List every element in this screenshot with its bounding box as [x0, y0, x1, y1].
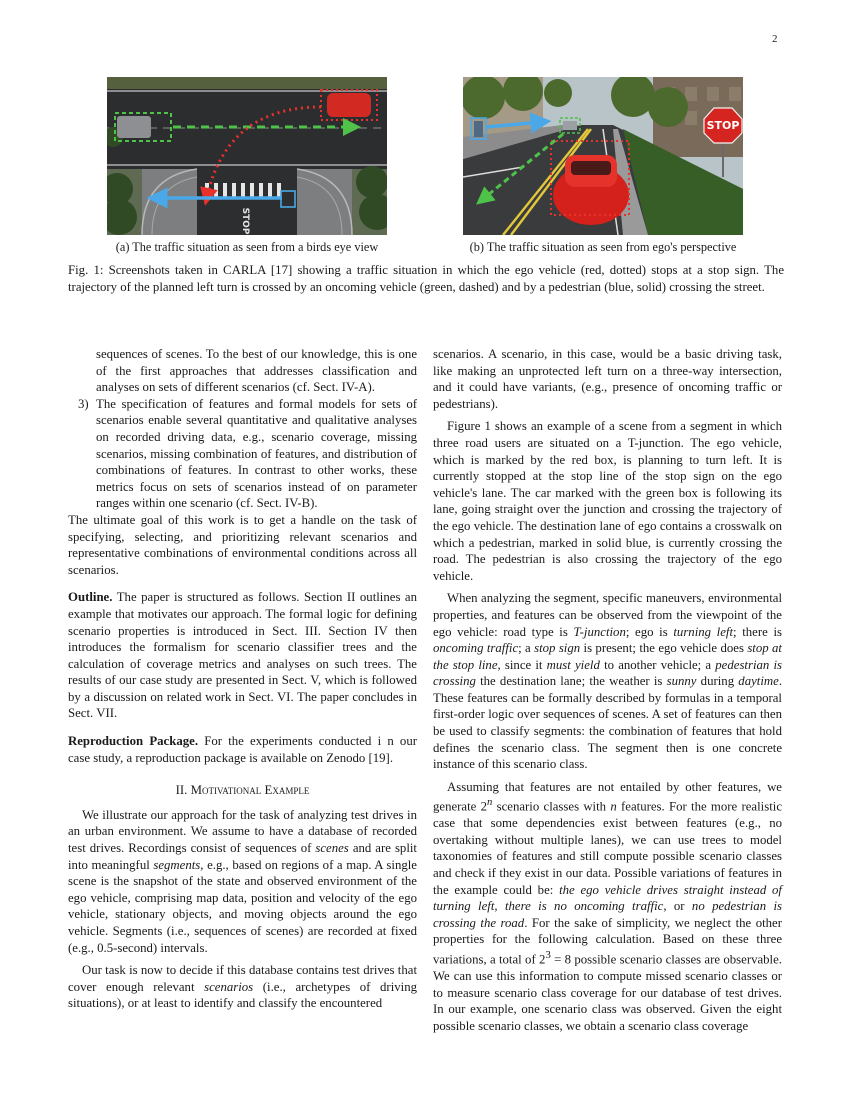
list-number: 3) [78, 396, 89, 411]
math-base: 2 [539, 952, 546, 967]
emphasis: sunny [666, 674, 697, 689]
section-heading [68, 782, 417, 799]
figure-1b-subcaption: (b) The traffic situation as seen from ego's perspective [469, 240, 737, 254]
text-run: ; ego is [625, 624, 674, 639]
text-run: the destination lane; the weather is [475, 674, 667, 689]
emphasis: T-junction [573, 624, 626, 639]
emphasis: oncoming traffic [433, 641, 519, 656]
text-run: We illustrate our approach for the task of analyzing test drives in an urban environment. We assume to have a database of recorded test drives. Recordings consist of sequences of [68, 807, 417, 856]
right-paragraph-3 [433, 590, 782, 773]
section-number: II. [175, 783, 188, 798]
emphasis: there is no oncoming traffic [504, 899, 664, 914]
text-run: features. For the more realistic case that some dependencies exist between features (e.g., no overtaking without multiple lanes), we can use trees to model taxonomies of features and still compute possible scenario classes and check if they exist in our data. Possible variations of features in the example could be: [433, 799, 782, 897]
emphasis: the ego vehicle drives straight instead of turning left [433, 882, 782, 914]
math-variable: n [610, 799, 617, 814]
emphasis-scenes: scenes [315, 841, 349, 856]
right-paragraph-4 [433, 779, 782, 1034]
text-run: possible scenario classes are observable. We can use this information to compute missed scenario classes or to measure scenario class coverage for our database of test drives. In our example, one scenario class was observed. Given the eight possible scenario classes, we obtain a scenario class coverage [433, 952, 782, 1033]
contribution-item-3-text: The specification of features and formal models for sets of scenarios enable several quantitative and qualitative analyses on recorded driving data, e.g., scenario coverage, missing scenarios, missing combination of features, and distribution of combinations of features. In contrast to other works, these metrics focus on sets of scenarios instead of on parameter ranges within one scenario (cf. Sect. IV-B). [96, 396, 417, 511]
motivation-paragraph-1 [68, 807, 417, 956]
text-run: . These features can be formally described by formulas in a temporal first-order logic over sequences of scenes. A set of features can then be used to classify segments: the combination of features that hold defines the scenario class. The segment then is one concrete instance of this scenario class. [433, 674, 783, 772]
goal-paragraph: The ultimate goal of this work is to get a handle on the task of specifying, selecting, and prioritizing relevant scenarios and representative combinations of environmental conditions across all scenarios. [68, 512, 417, 577]
text-run: , e.g., based on regions of a map. A single scene is the snapshot of the state and observed environment of the ego vehicle, comprising map data, position and velocity of the ego vehicle, stationary objects, and moving objects around the ego vehicle. Segments (i.e., sequences of scenes) are recorded at fixed (e.g., 0.5-second) intervals. [68, 857, 417, 955]
math-exponent: n [487, 797, 493, 809]
right-column [433, 346, 782, 1034]
emphasis: must yield [546, 657, 600, 672]
section-title: Motivational Example [190, 783, 310, 798]
text-run: , or [663, 899, 692, 914]
emphasis-segments: segments [153, 857, 201, 872]
outline-paragraph [68, 589, 417, 722]
figure-1a-birds-eye-image [107, 77, 387, 235]
text-run: and are split into meaningful [68, 841, 417, 872]
page-number: 2 [772, 33, 778, 45]
outline-text: The paper is structured as follows. Section II outlines an example that motivates our approach. The formal logic for defining scenario properties is introduced in Sect. III. Section IV then introduces the formalism for scenario classifier trees and the calculation of coverage metrics and analyses on such trees. The results of our case study are presented in Sect. V, which is followed by a discussion on related work in Sect. VI. The paper concludes in Sect. VII. [68, 590, 418, 721]
left-column [68, 346, 417, 1012]
outline-label: Outline. [68, 590, 113, 605]
emphasis: pedestrian is crossing [433, 657, 783, 689]
reproduction-paragraph [68, 733, 417, 766]
text-run: . For the sake of simplicity, we neglect the other properties for the following calculation. Based on these three variations, a total of [433, 915, 782, 967]
figure-1-caption: Fig. 1: Screenshots taken in CARLA [17] showing a traffic situation in which the ego vehicle (red, dotted) stops at a stop sign. The trajectory of the planned left turn is crossed by an oncoming vehicle (green, dashed) and by a pedestrian (blue, solid) crossing the street. [68, 263, 784, 294]
text-run: Assuming that features are not entailed by other features, we generate [433, 779, 782, 814]
stop-sign-text: STOP [706, 119, 740, 132]
reproduction-text: For the experiments conducted i n our case study, a reproduction package is available on Zenodo [19]. [68, 734, 417, 765]
reproduction-label: Reproduction Package. [68, 734, 199, 749]
text-run: ; there is [733, 624, 782, 639]
emphasis-scenarios: scenarios [204, 979, 254, 994]
text-run: is present; the ego vehicle does [580, 641, 748, 656]
figure-1a-subcaption: (a) The traffic situation as seen from a birds eye view [115, 240, 379, 254]
right-paragraph-2: Figure 1 shows an example of a scene from a segment in which three road users are situated on a T-junction. The ego vehicle, which is marked by the red box, is planning to turn left. It is currently stopped at the stop line of the stop sign on the ego vehicle's lane. The car marked with the green box is following its lane, going straight over the junction and crossing the trajectory of the ego vehicle. The destination lane of ego contains a crosswalk on which a pedestrian, marked in solid blue, is currently crossing the road. The pedestrian is also crossing the trajectory of the ego vehicle. [433, 419, 782, 583]
contribution-item-3 [68, 396, 417, 512]
emphasis: turning left [673, 624, 734, 639]
math-base: 2 [480, 799, 488, 814]
text-run: ; a [518, 641, 535, 656]
text-run: scenario classes with [492, 799, 611, 814]
emphasis: stop at the stop line [433, 641, 782, 672]
emphasis: daytime [738, 674, 779, 689]
emphasis: no pedestrian is crossing the road [433, 899, 783, 930]
right-paragraph-1: scenarios. A scenario, in this case, would be a basic driving task, like making an unprotected left turn on a three-way intersection, and it could have variants, (e.g., presence of oncoming traffic or pedestrians). [433, 347, 782, 411]
math-exponent: 3 [545, 950, 551, 962]
figure-1b-ego-perspective-image [463, 77, 743, 235]
motivation-paragraph-2 [68, 962, 417, 1012]
text-run: during [696, 674, 739, 689]
text-run: When analyzing the segment, specific maneuvers, environmental properties, and features can be observed from the viewpoint of the ego vehicle: road type is [433, 591, 782, 639]
text-run: to another vehicle; a [599, 657, 716, 672]
text-run: , since it [497, 657, 547, 672]
math-equation: = 8 [550, 952, 572, 967]
contribution-list-continuation: sequences of scenes. To the best of our knowledge, this is one of the first approaches that addresses classification and analyses on sets of different scenarios (cf. Sect. IV-A). [96, 347, 417, 395]
text-run: , [494, 899, 505, 914]
road-stop-marking-a: STOP [240, 207, 250, 235]
text-run: (i.e., archetypes of driving situations), or at least to identify and classify the encountered [68, 979, 417, 1011]
emphasis: stop sign [534, 641, 581, 656]
text-run: Our task is now to decide if this database contains test drives that cover enough relevant [68, 963, 417, 994]
